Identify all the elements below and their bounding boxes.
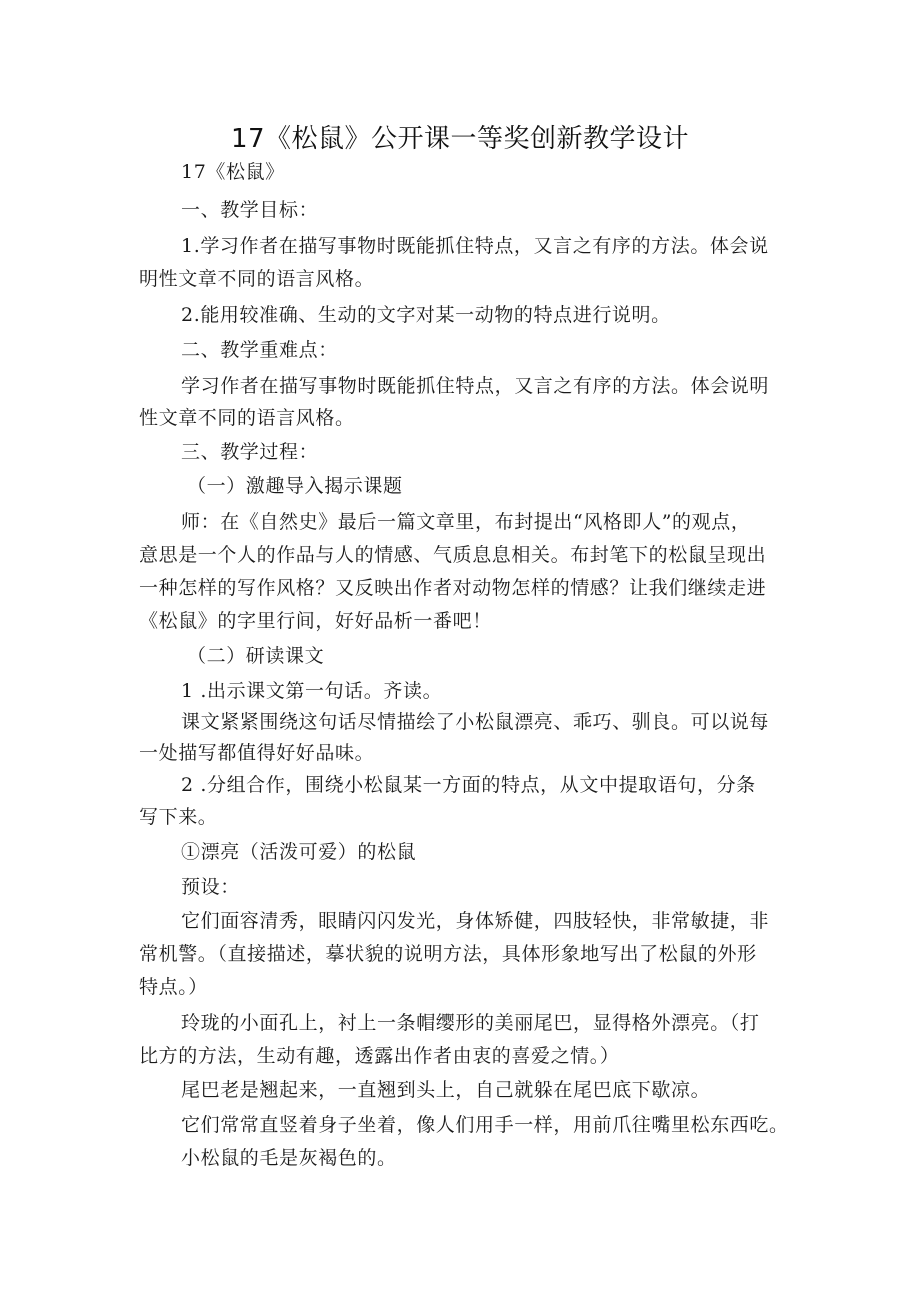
paragraph-line: 一种怎样的写作风格？又反映出作者对动物怎样的情感？让我们继续走进	[139, 577, 767, 599]
subsection-heading: （二）研读课文	[187, 645, 325, 667]
paragraph-line: 玲珑的小面孔上，衬上一条帽缨形的美丽尾巴，显得格外漂亮。（打	[181, 1012, 760, 1034]
paragraph-line: 小松鼠的毛是灰褐色的。	[181, 1147, 397, 1169]
paragraph-line: 《松鼠》的字里行间，好好品析一番吧！	[139, 610, 492, 632]
section-heading-difficulties: 二、教学重难点：	[181, 339, 338, 361]
paragraph-line: 特点。）	[139, 976, 208, 998]
paragraph-line: 课文紧紧围绕这句话尽情描绘了小松鼠漂亮、乖巧、驯良。可以说每	[181, 711, 770, 733]
paragraph-line: 2.能用较准确、生动的文字对某一动物的特点进行说明。	[181, 304, 671, 326]
lesson-heading: 17《松鼠》	[181, 161, 285, 183]
paragraph-line: 明性文章不同的语言风格。	[139, 268, 375, 290]
section-heading-objectives: 一、教学目标：	[181, 199, 319, 221]
paragraph-line: 尾巴老是翘起来，一直翘到头上，自己就躲在尾巴底下歇凉。	[181, 1079, 711, 1101]
subsection-heading: （一）激趣导入揭示课题	[187, 475, 403, 497]
paragraph-line: ①漂亮（活泼可爱）的松鼠	[181, 841, 417, 863]
paragraph-line: 它们面容清秀，眼睛闪闪发光，身体矫健，四肢轻快，非常敏捷，非	[181, 910, 770, 932]
paragraph-line: 1 .出示课文第一句话。齐读。	[181, 680, 443, 702]
section-heading-process: 三、教学过程：	[181, 441, 319, 463]
paragraph-line: 预设：	[181, 876, 240, 898]
paragraph-line: 它们常常直竖着身子坐着，像人们用手一样，用前爪往嘴里松东西吃。	[181, 1114, 789, 1136]
paragraph-line: 一处描写都值得好好品味。	[139, 742, 375, 764]
paragraph-line: 学习作者在描写事物时既能抓住特点，又言之有序的方法。体会说明	[181, 375, 770, 397]
paragraph-line: 1.学习作者在描写事物时既能抓住特点，又言之有序的方法。体会说	[181, 235, 769, 257]
paragraph-line: 常机警。（直接描述，摹状貌的说明方法，具体形象地写出了松鼠的外形	[139, 943, 757, 965]
paragraph-line: 写下来。	[139, 806, 218, 828]
paragraph-line: 比方的方法，生动有趣，透露出作者由衷的喜爱之情。）	[139, 1045, 620, 1067]
document-title: 17《松鼠》公开课一等奖创新教学设计	[230, 124, 690, 154]
paragraph-line: 意思是一个人的作品与人的情感、气质息息相关。布封笔下的松鼠呈现出	[139, 544, 767, 566]
paragraph-line: 师：在《自然史》最后一篇文章里，布封提出“风格即人”的观点，	[181, 511, 751, 533]
paragraph-line: 性文章不同的语言风格。	[139, 407, 355, 429]
paragraph-line: 2 .分组合作，围绕小松鼠某一方面的特点，从文中提取语句，分条	[181, 774, 756, 796]
